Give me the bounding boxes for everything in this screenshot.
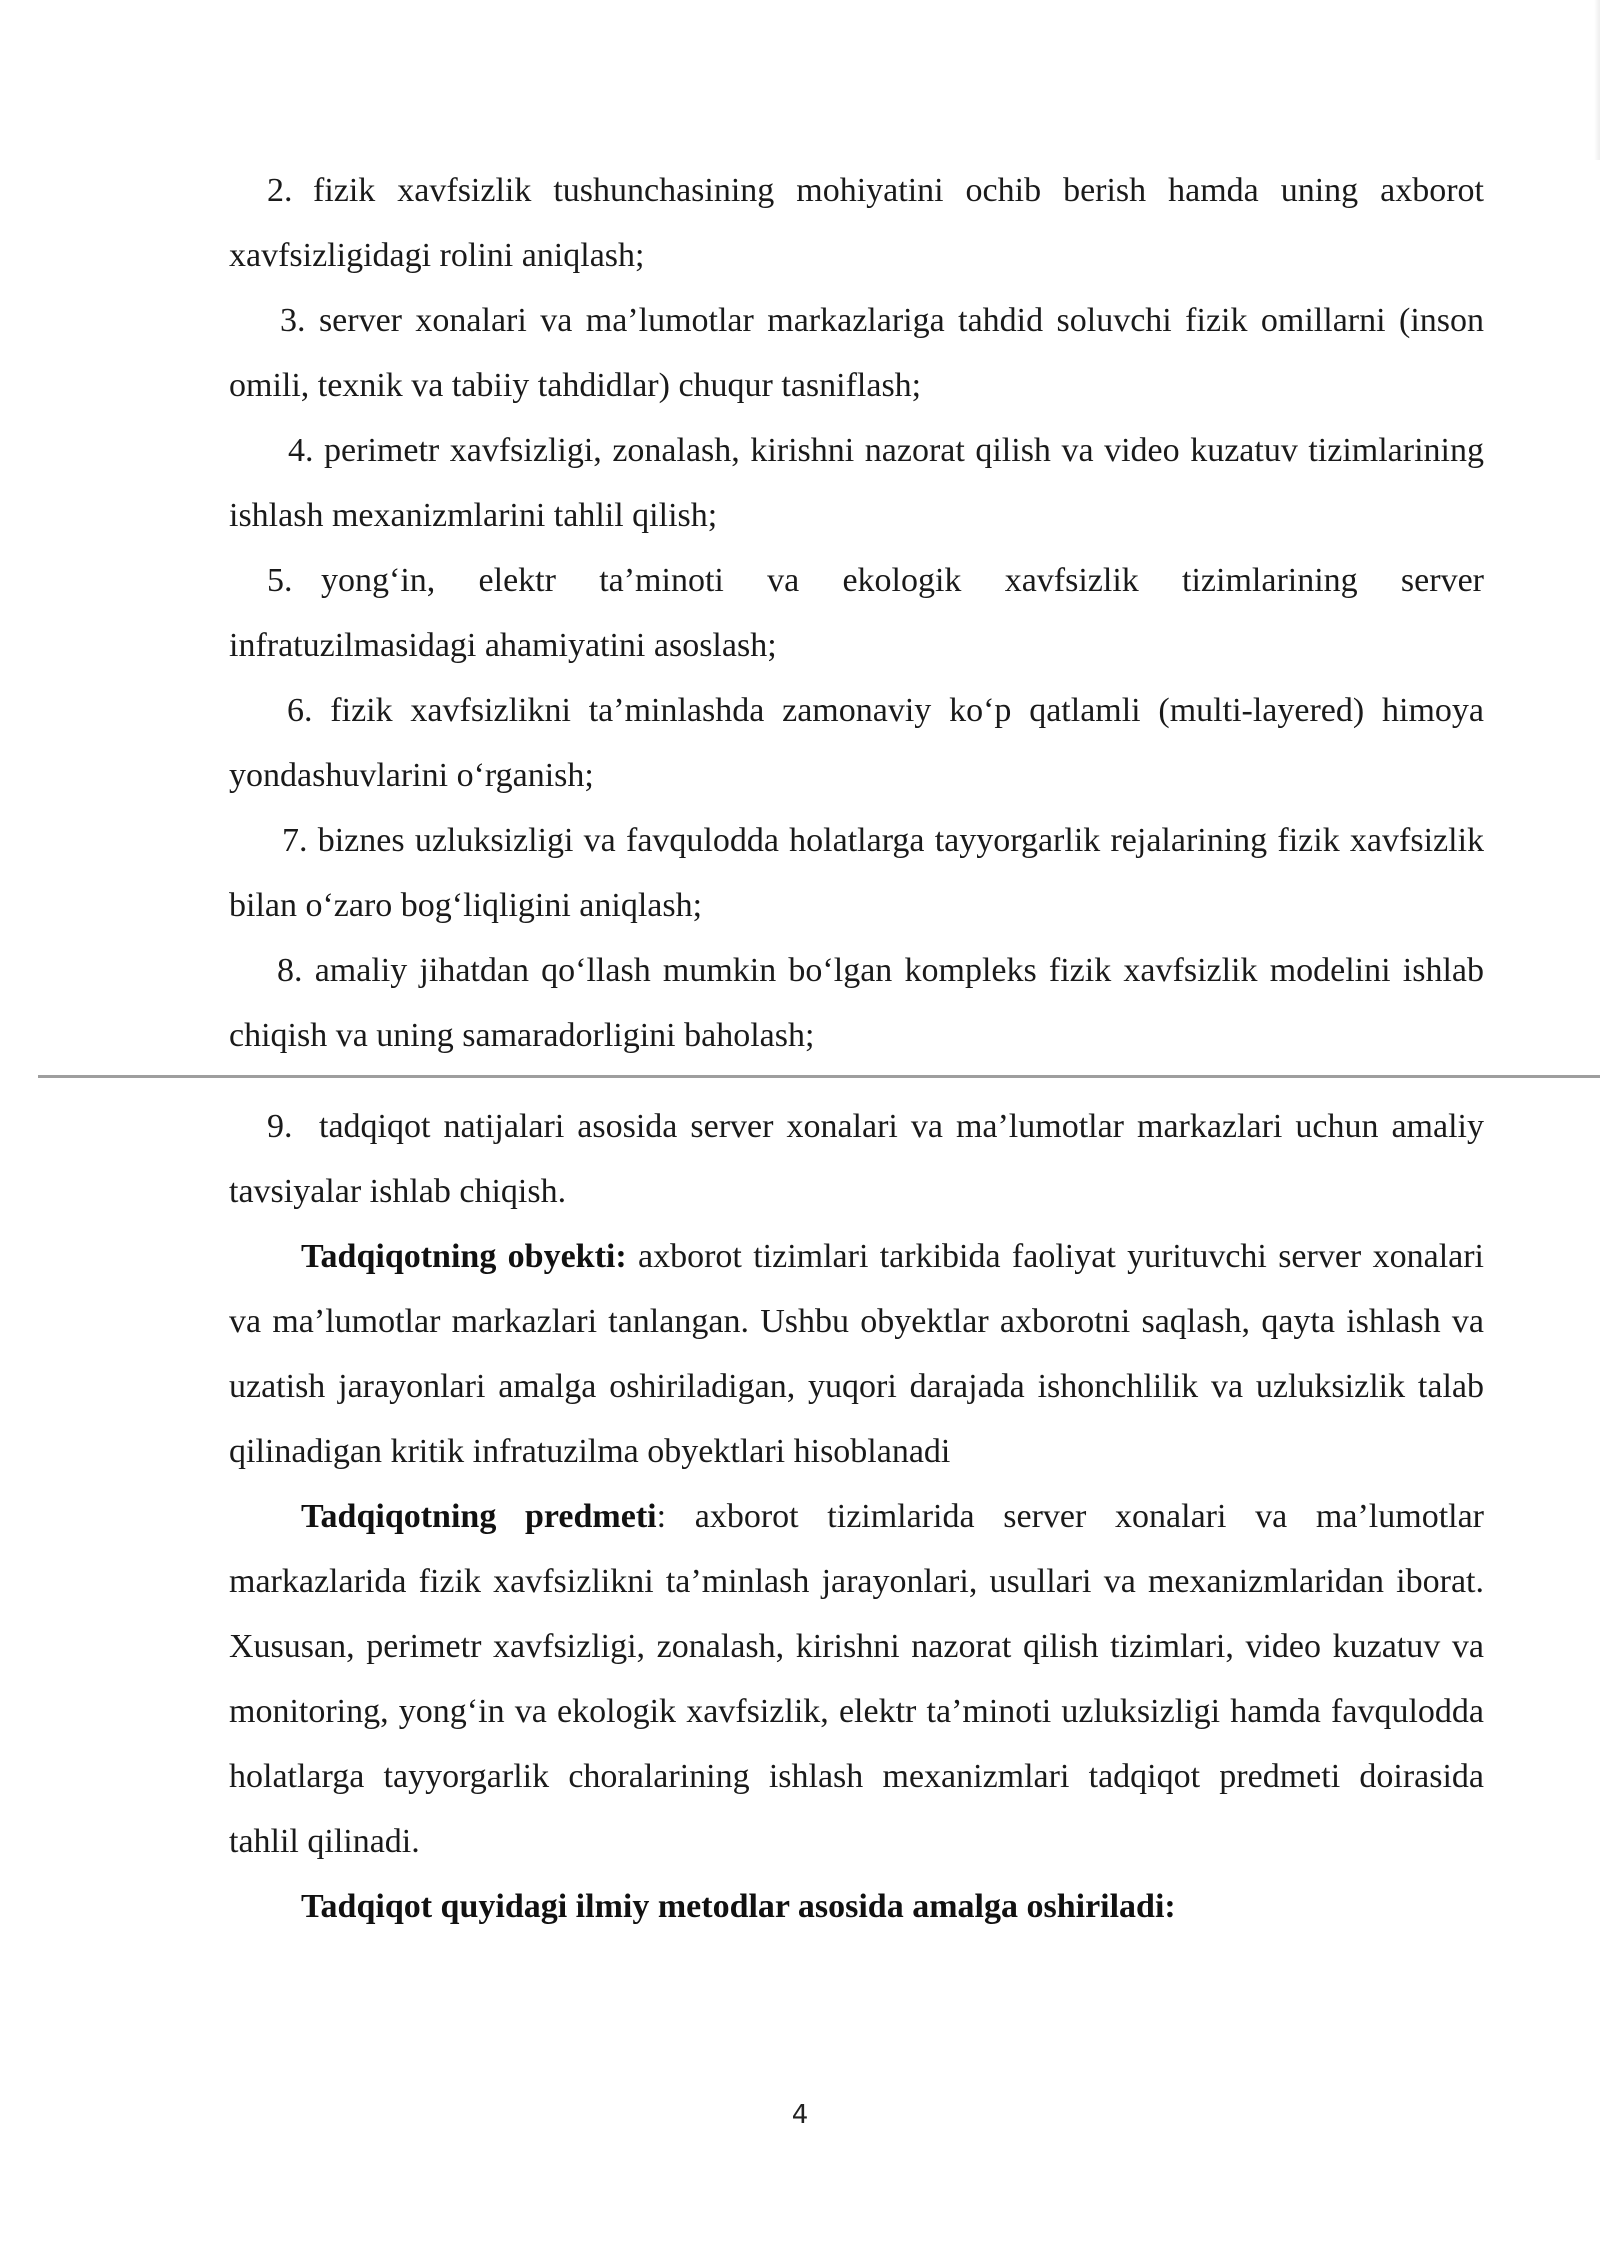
list-item-number: 3. [280, 302, 306, 339]
list-item-number: 4. [288, 432, 314, 469]
research-object-text: axborot tizimlari tarkibida faoliyat yurituvchi server xonalari va ma’lumotlar markazlari tanlangan. Ushbu obyektlar axborotni saqlash, qayta ishlash va uzatish jarayonlari amalga oshiriladigan, yuqori darajada ishonchlilik va uzluksizlik talab qilinadigan kritik infratuzilma obyektlari hisoblanadi [229, 1238, 1484, 1470]
list-item [229, 158, 1484, 288]
research-subject-text: : axborot tizimlarida server xonalari va ma’lumotlar markazlarida fizik xavfsizlikni ta’minlash jarayonlari, usullari va mexanizmlaridan iborat. Xususan, perimetr xavfsizligi, zonalash, kirishni nazorat qilish tizimlari, video kuzatuv va monitoring, yong‘in va ekologik xavfsizlik, elektr ta’minoti uzluksizligi hamda favqulodda holatlarga tayyorgarlik choralarining ishlash mexanizmlari tadqiqot predmeti doirasida tahlil qilinadi. [229, 1498, 1484, 1860]
list-item-number: 2. [267, 172, 293, 209]
list-item [229, 418, 1484, 548]
list-item-text: yong‘in, elektr ta’minoti va ekologik xavfsizlik tizimlarining server infratuzilmasidagi ahamiyatini asoslash; [229, 562, 1484, 664]
list-item-text: tadqiqot natijalari asosida server xonalari va ma’lumotlar markazlari uchun amaliy tavsiyalar ishlab chiqish. [229, 1108, 1484, 1210]
list-item-text: amaliy jihatdan qo‘llash mumkin bo‘lgan kompleks fizik xavfsizlik modelini ishlab chiqish va uning samaradorligini baholash; [229, 952, 1484, 1054]
list-item-number: 5. [267, 562, 293, 599]
research-object-label: Tadqiqotning obyekti: [301, 1238, 627, 1275]
research-object-paragraph [229, 1224, 1484, 1484]
list-item-number: 8. [277, 952, 303, 989]
list-item-text: biznes uzluksizligi va favqulodda holatlarga tayyorgarlik rejalarining fizik xavfsizlik bilan o‘zaro bog‘liqligini aniqlash; [229, 822, 1485, 924]
list-item-text: fizik xavfsizlik tushunchasining mohiyatini ochib berish hamda uning axborot xavfsizligidagi rolini aniqlash; [229, 172, 1484, 274]
list-item [229, 938, 1484, 1068]
list-item [229, 678, 1484, 808]
list-item-text: perimetr xavfsizligi, zonalash, kirishni nazorat qilish va video kuzatuv tizimlarining ishlash mexanizmlarini tahlil qilish; [229, 432, 1484, 534]
list-item [229, 548, 1484, 678]
list-item [229, 1094, 1484, 1224]
research-subject-label: Tadqiqotning predmeti [301, 1498, 657, 1535]
list-item-number: 6. [287, 692, 313, 729]
methods-heading [229, 1874, 1484, 1939]
methods-heading-text: Tadqiqot quyidagi ilmiy metodlar asosida amalga oshiriladi: [301, 1888, 1176, 1925]
main-text-block [229, 1094, 1484, 1939]
list-item-number: 7. [282, 822, 308, 859]
list-item-number: 9. [267, 1108, 293, 1145]
page-number: 4 [791, 2100, 809, 2130]
page-edge-shadow [1594, 0, 1600, 160]
section-divider [38, 1075, 1600, 1078]
research-subject-paragraph [229, 1484, 1484, 1874]
list-item [229, 808, 1484, 938]
list-item-text: fizik xavfsizlikni ta’minlashda zamonaviy ko‘p qatlamli (multi-layered) himoya yondashuvlarini o‘rganish; [229, 692, 1484, 794]
list-item [229, 288, 1484, 418]
list-item-text: server xonalari va ma’lumotlar markazlariga tahdid soluvchi fizik omillarni (inson omili, texnik va tabiiy tahdidlar) chuqur tasniflash; [229, 302, 1484, 404]
objectives-list-top [229, 158, 1484, 1068]
